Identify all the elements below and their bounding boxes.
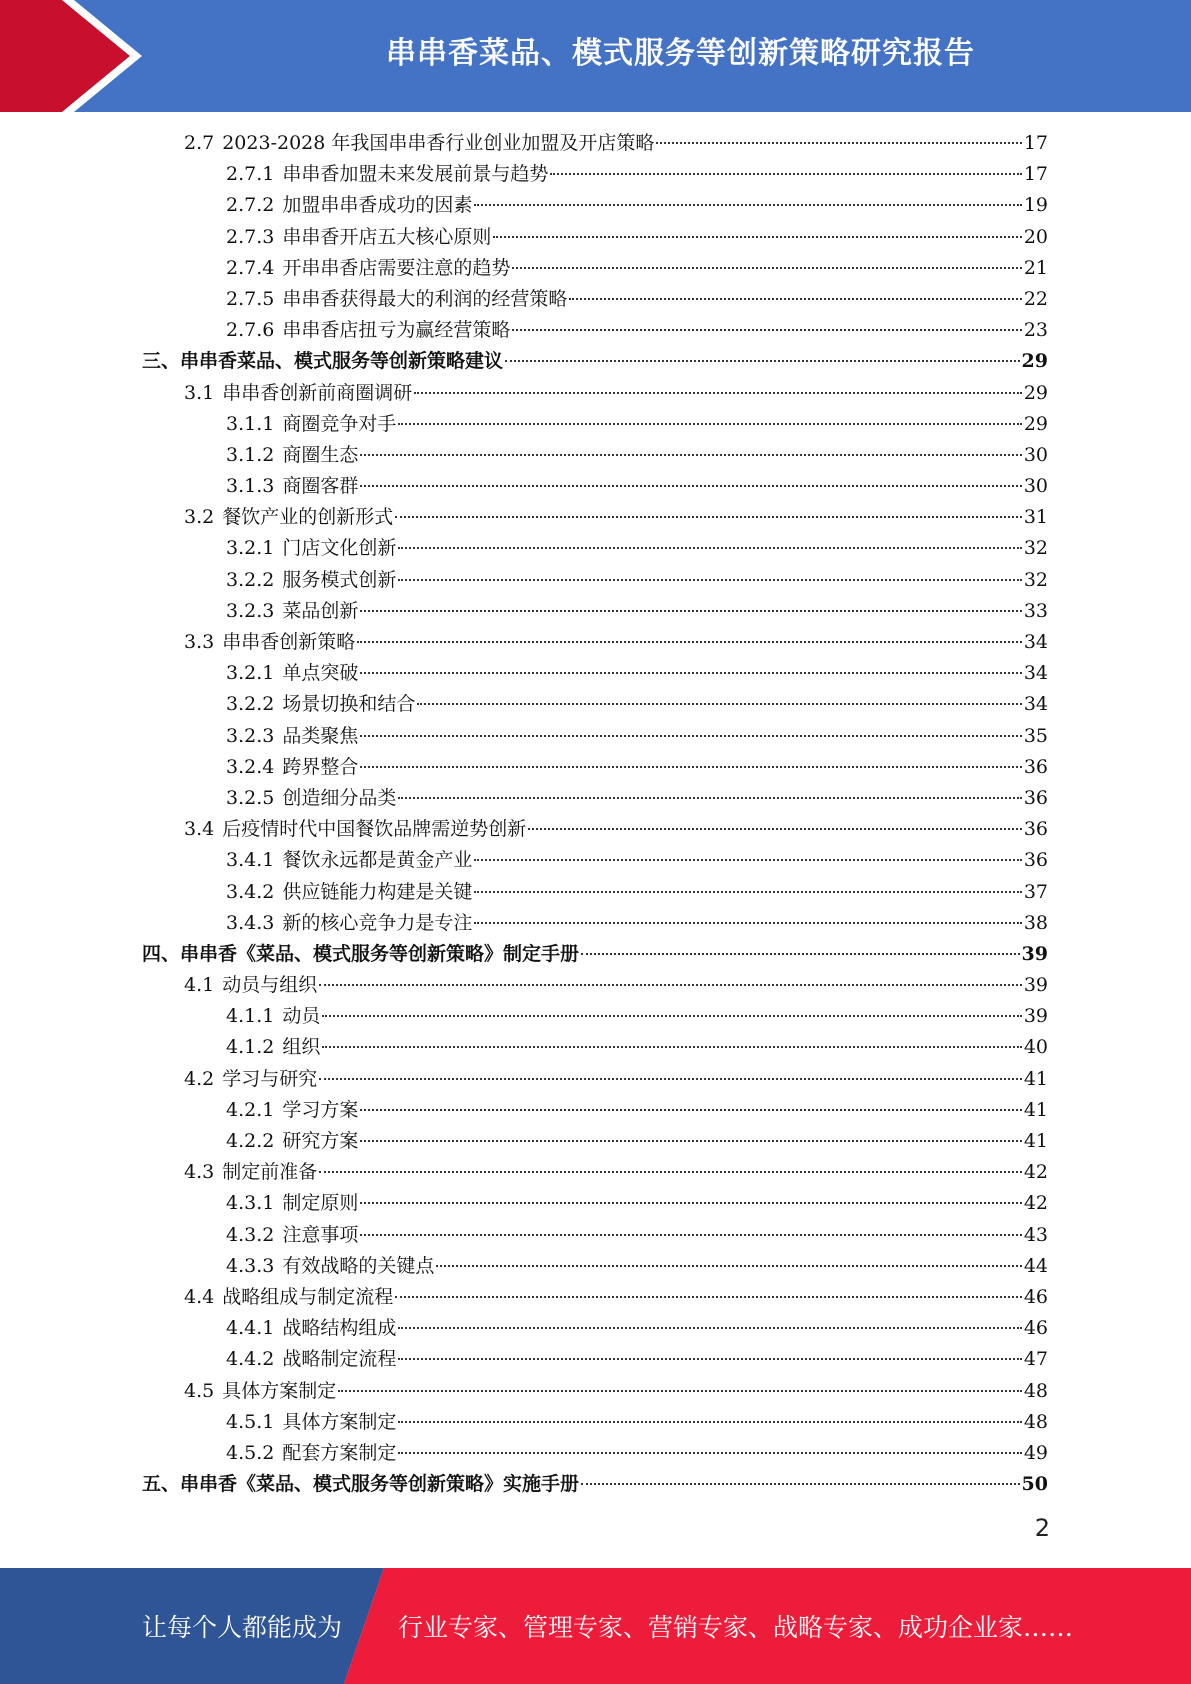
toc-entry-page: 50 bbox=[1021, 1473, 1048, 1496]
toc-entry-title: 具体方案制定 bbox=[282, 1410, 397, 1433]
toc-entry-title: 制定原则 bbox=[282, 1192, 359, 1215]
toc-dot-leader bbox=[360, 1140, 1021, 1142]
toc-entry-number: 3.2 bbox=[184, 506, 215, 529]
toc-entry-page: 42 bbox=[1023, 1192, 1048, 1215]
toc-entry-title: 串串香创新前商圈调研 bbox=[222, 381, 413, 404]
toc-entry-page: 47 bbox=[1023, 1348, 1048, 1371]
toc-entry-page: 48 bbox=[1023, 1410, 1048, 1433]
toc-entry-title: 串串香创新策略 bbox=[222, 631, 356, 653]
toc-dot-leader bbox=[474, 859, 1021, 861]
toc-dot-leader bbox=[398, 579, 1021, 581]
toc-dot-leader bbox=[319, 984, 1022, 986]
toc-entry[interactable] bbox=[142, 845, 1048, 876]
toc-dot-leader bbox=[398, 797, 1021, 799]
toc-entry[interactable] bbox=[142, 1313, 1048, 1344]
footer-slogan-right: 行业专家、管理专家、营销专家、战略专家、成功企业家…… bbox=[398, 1613, 1074, 1642]
toc-entry-title: 单点突破 bbox=[282, 662, 359, 685]
toc-entry-page: 41 bbox=[1023, 1098, 1048, 1121]
toc-dot-leader bbox=[656, 142, 1021, 144]
toc-entry-title: 商圈竞争对手 bbox=[282, 412, 397, 435]
table-of-contents bbox=[142, 128, 1048, 1500]
toc-entry[interactable] bbox=[142, 409, 1048, 440]
toc-entry-number: 2.7.3 bbox=[226, 225, 275, 248]
toc-entry[interactable] bbox=[142, 1001, 1048, 1032]
toc-entry[interactable] bbox=[142, 1188, 1048, 1219]
toc-entry-title: 品类聚焦 bbox=[282, 724, 359, 747]
toc-dot-leader bbox=[581, 953, 1020, 955]
toc-entry-number: 3.1 bbox=[184, 381, 215, 404]
toc-entry[interactable] bbox=[142, 1220, 1048, 1251]
toc-entry[interactable] bbox=[142, 970, 1048, 1001]
toc-dot-leader bbox=[360, 1234, 1021, 1236]
toc-entry-title: 餐饮产业的创新形式 bbox=[222, 506, 394, 529]
toc-entry-page: 42 bbox=[1023, 1161, 1048, 1184]
toc-entry-title: 有效战略的关键点 bbox=[282, 1254, 435, 1277]
toc-entry-title: 创造细分品类 bbox=[282, 786, 397, 809]
page-footer bbox=[0, 1568, 1191, 1684]
toc-entry-title: 战略制定流程 bbox=[282, 1348, 397, 1371]
toc-dot-leader bbox=[338, 1390, 1022, 1392]
toc-entry-number: 3.1.1 bbox=[226, 412, 275, 435]
toc-dot-leader bbox=[512, 267, 1021, 269]
header-arrow-decoration bbox=[0, 0, 150, 112]
toc-entry-title: 串串香获得最大的利润的经营策略 bbox=[282, 287, 568, 310]
toc-entry-number: 四、 bbox=[142, 942, 181, 965]
toc-entry-page: 49 bbox=[1023, 1441, 1048, 1464]
toc-entry-title: 餐饮永远都是黄金产业 bbox=[282, 849, 473, 872]
toc-entry[interactable] bbox=[142, 253, 1048, 284]
toc-dot-leader bbox=[474, 922, 1021, 924]
toc-entry-page: 36 bbox=[1023, 849, 1048, 872]
toc-dot-leader bbox=[493, 236, 1021, 238]
toc-entry-number: 3.4 bbox=[184, 818, 215, 841]
toc-entry-title: 串串香《菜品、模式服务等创新策略》制定手册 bbox=[180, 942, 580, 965]
toc-dot-leader bbox=[474, 891, 1021, 893]
toc-entry-number: 3.2.5 bbox=[226, 786, 275, 809]
toc-entry-page: 43 bbox=[1023, 1223, 1048, 1246]
toc-entry[interactable] bbox=[142, 721, 1048, 752]
toc-entry[interactable] bbox=[142, 159, 1048, 190]
toc-dot-leader bbox=[398, 547, 1021, 549]
toc-dot-leader bbox=[360, 672, 1021, 674]
toc-entry-title: 开串串香店需要注意的趋势 bbox=[282, 256, 511, 279]
toc-entry[interactable] bbox=[142, 1376, 1048, 1407]
toc-entry-page: 38 bbox=[1023, 911, 1048, 934]
toc-dot-leader bbox=[512, 329, 1021, 331]
toc-entry-number: 3.2.4 bbox=[226, 755, 275, 778]
toc-entry-page: 40 bbox=[1023, 1036, 1048, 1059]
toc-dot-leader bbox=[322, 1046, 1021, 1048]
toc-dot-leader bbox=[319, 1078, 1022, 1080]
toc-entry-page: 35 bbox=[1023, 724, 1048, 747]
toc-entry-page: 39 bbox=[1023, 974, 1048, 997]
toc-entry-title: 具体方案制定 bbox=[222, 1379, 337, 1402]
toc-entry-page: 17 bbox=[1023, 132, 1048, 154]
toc-entry[interactable] bbox=[142, 1469, 1048, 1500]
toc-entry[interactable] bbox=[142, 1157, 1048, 1188]
toc-entry-title: 服务模式创新 bbox=[282, 568, 397, 591]
toc-entry-number: 2.7.2 bbox=[226, 194, 275, 217]
toc-entry-number: 4.4.1 bbox=[226, 1317, 275, 1340]
toc-entry-number: 4.3 bbox=[184, 1161, 215, 1184]
toc-entry-number: 4.2 bbox=[184, 1067, 215, 1090]
toc-entry-number: 3.3 bbox=[184, 631, 215, 653]
toc-entry-number: 2.7.4 bbox=[226, 256, 275, 279]
toc-entry[interactable] bbox=[142, 877, 1048, 908]
toc-entry-title: 新的核心竞争力是专注 bbox=[282, 911, 473, 934]
toc-entry[interactable] bbox=[142, 440, 1048, 471]
toc-entry-number: 3.2.2 bbox=[226, 568, 275, 591]
toc-entry[interactable] bbox=[142, 471, 1048, 502]
toc-entry-page: 17 bbox=[1023, 163, 1048, 186]
toc-dot-leader bbox=[569, 298, 1021, 300]
toc-entry-page: 41 bbox=[1023, 1130, 1048, 1152]
toc-entry-title: 2023-2028 年我国串串香行业创业加盟及开店策略 bbox=[222, 132, 655, 154]
toc-entry-number: 3.1.3 bbox=[226, 475, 275, 498]
toc-entry-number: 五、 bbox=[142, 1473, 181, 1496]
toc-entry[interactable] bbox=[142, 783, 1048, 814]
toc-dot-leader bbox=[360, 454, 1021, 456]
toc-dot-leader bbox=[322, 1015, 1021, 1017]
toc-dot-leader bbox=[398, 1327, 1021, 1329]
toc-entry-title: 场景切换和结合 bbox=[282, 693, 416, 716]
toc-entry[interactable] bbox=[142, 1438, 1048, 1469]
toc-entry-number: 4.3.3 bbox=[226, 1254, 275, 1277]
toc-dot-leader bbox=[417, 703, 1021, 705]
toc-entry[interactable] bbox=[142, 128, 1048, 159]
toc-entry[interactable] bbox=[142, 908, 1048, 939]
toc-entry-number: 3.2.3 bbox=[226, 599, 275, 622]
toc-entry-title: 制定前准备 bbox=[222, 1161, 318, 1184]
document-title: 串串香菜品、模式服务等创新策略研究报告 bbox=[386, 36, 975, 71]
toc-dot-leader bbox=[436, 1265, 1021, 1267]
toc-entry-page: 30 bbox=[1023, 443, 1048, 466]
toc-entry-title: 学习方案 bbox=[282, 1098, 359, 1121]
toc-dot-leader bbox=[581, 1483, 1020, 1485]
toc-entry-page: 36 bbox=[1023, 786, 1048, 809]
toc-entry-number: 4.5.2 bbox=[226, 1441, 275, 1464]
toc-dot-leader bbox=[528, 828, 1022, 830]
toc-entry[interactable] bbox=[142, 315, 1048, 346]
toc-entry-number: 4.1.2 bbox=[226, 1036, 275, 1059]
toc-entry-number: 2.7.5 bbox=[226, 287, 275, 310]
toc-entry-page: 44 bbox=[1023, 1254, 1048, 1277]
toc-entry[interactable] bbox=[142, 627, 1048, 658]
toc-entry[interactable] bbox=[142, 689, 1048, 720]
toc-entry-page: 21 bbox=[1023, 256, 1048, 279]
toc-entry[interactable] bbox=[142, 939, 1048, 970]
toc-entry-page: 19 bbox=[1023, 194, 1048, 217]
toc-dot-leader bbox=[395, 1296, 1022, 1298]
toc-entry-page: 34 bbox=[1023, 693, 1048, 716]
toc-entry-page: 34 bbox=[1023, 662, 1048, 685]
toc-entry-title: 商圈生态 bbox=[282, 443, 359, 466]
toc-dot-leader bbox=[505, 360, 1020, 362]
toc-entry[interactable] bbox=[142, 533, 1048, 564]
toc-entry-title: 串串香加盟未来发展前景与趋势 bbox=[282, 163, 549, 186]
toc-entry-title: 研究方案 bbox=[282, 1130, 359, 1152]
toc-entry-page: 20 bbox=[1023, 225, 1048, 248]
toc-dot-leader bbox=[474, 204, 1021, 206]
toc-entry[interactable] bbox=[142, 346, 1048, 377]
footer-slogan-left: 让每个人都能成为 bbox=[142, 1613, 343, 1642]
toc-entry[interactable] bbox=[142, 814, 1048, 845]
toc-entry-number: 2.7 bbox=[184, 132, 215, 154]
toc-dot-leader bbox=[398, 1358, 1021, 1360]
toc-entry-number: 4.4 bbox=[184, 1285, 215, 1308]
toc-entry-title: 菜品创新 bbox=[282, 599, 359, 622]
toc-entry-number: 3.4.3 bbox=[226, 911, 275, 934]
toc-entry-title: 加盟串串香成功的因素 bbox=[282, 194, 473, 217]
toc-entry-number: 4.3.1 bbox=[226, 1192, 275, 1215]
toc-entry-page: 37 bbox=[1023, 880, 1048, 903]
toc-entry[interactable] bbox=[142, 1095, 1048, 1126]
toc-entry-title: 战略组成与制定流程 bbox=[222, 1285, 394, 1308]
toc-entry-number: 2.7.6 bbox=[226, 319, 275, 342]
toc-entry[interactable] bbox=[142, 596, 1048, 627]
toc-entry-title: 串串香菜品、模式服务等创新策略建议 bbox=[180, 350, 504, 373]
toc-entry-number: 4.1.1 bbox=[226, 1005, 275, 1028]
toc-dot-leader bbox=[360, 735, 1021, 737]
toc-entry-number: 4.2.1 bbox=[226, 1098, 275, 1121]
page-header bbox=[0, 0, 1191, 112]
toc-entry-number: 3.2.3 bbox=[226, 724, 275, 747]
toc-entry-number: 4.2.2 bbox=[226, 1130, 275, 1152]
toc-entry-title: 战略结构组成 bbox=[282, 1317, 397, 1340]
toc-entry[interactable] bbox=[142, 284, 1048, 315]
toc-dot-leader bbox=[395, 516, 1022, 518]
toc-entry-number: 3.1.2 bbox=[226, 443, 275, 466]
toc-entry-page: 46 bbox=[1023, 1317, 1048, 1340]
toc-entry-title: 动员 bbox=[282, 1005, 321, 1028]
toc-entry[interactable] bbox=[142, 1032, 1048, 1063]
toc-entry-page: 41 bbox=[1023, 1067, 1048, 1090]
toc-entry[interactable] bbox=[142, 658, 1048, 689]
toc-entry-number: 2.7.1 bbox=[226, 163, 275, 186]
toc-entry-page: 32 bbox=[1023, 537, 1048, 560]
toc-entry-title: 后疫情时代中国餐饮品牌需逆势创新 bbox=[222, 818, 527, 841]
toc-entry[interactable] bbox=[142, 1251, 1048, 1282]
toc-entry-page: 29 bbox=[1021, 350, 1048, 373]
toc-dot-leader bbox=[357, 641, 1022, 643]
toc-dot-leader bbox=[414, 392, 1022, 394]
toc-entry-title: 串串香开店五大核心原则 bbox=[282, 225, 492, 248]
toc-entry[interactable] bbox=[142, 1407, 1048, 1438]
toc-entry-title: 跨界整合 bbox=[282, 755, 359, 778]
toc-entry-number: 4.4.2 bbox=[226, 1348, 275, 1371]
toc-entry-number: 4.3.2 bbox=[226, 1223, 275, 1246]
toc-dot-leader bbox=[360, 1109, 1021, 1111]
page-number: 2 bbox=[1034, 1514, 1050, 1542]
toc-entry-number: 4.5.1 bbox=[226, 1410, 275, 1433]
toc-entry[interactable] bbox=[142, 1282, 1048, 1313]
toc-entry[interactable] bbox=[142, 565, 1048, 596]
toc-entry[interactable] bbox=[142, 752, 1048, 783]
toc-entry-page: 39 bbox=[1023, 1005, 1048, 1028]
toc-dot-leader bbox=[398, 423, 1021, 425]
toc-entry-page: 46 bbox=[1023, 1285, 1048, 1308]
toc-entry[interactable] bbox=[142, 1064, 1048, 1095]
toc-entry-number: 4.5 bbox=[184, 1379, 215, 1402]
toc-entry[interactable] bbox=[142, 190, 1048, 221]
toc-entry-page: 33 bbox=[1023, 599, 1048, 622]
toc-dot-leader bbox=[319, 1171, 1022, 1173]
toc-entry-title: 门店文化创新 bbox=[282, 537, 397, 560]
toc-entry-title: 学习与研究 bbox=[222, 1067, 318, 1090]
toc-entry-title: 动员与组织 bbox=[222, 974, 318, 997]
toc-entry-page: 48 bbox=[1023, 1379, 1048, 1402]
toc-entry-page: 32 bbox=[1023, 568, 1048, 591]
toc-entry-number: 三、 bbox=[142, 350, 181, 373]
toc-entry-number: 4.1 bbox=[184, 974, 215, 997]
toc-entry-page: 29 bbox=[1023, 412, 1048, 435]
toc-entry-number: 3.2.1 bbox=[226, 537, 275, 560]
toc-entry-title: 注意事项 bbox=[282, 1223, 359, 1246]
toc-entry-page: 34 bbox=[1023, 631, 1048, 653]
toc-entry-title: 组织 bbox=[282, 1036, 321, 1059]
toc-entry[interactable] bbox=[142, 1126, 1048, 1157]
toc-entry-page: 23 bbox=[1023, 319, 1048, 342]
toc-entry-number: 3.4.1 bbox=[226, 849, 275, 872]
toc-entry-page: 31 bbox=[1023, 506, 1048, 529]
toc-entry-title: 配套方案制定 bbox=[282, 1441, 397, 1464]
toc-entry-title: 串串香《菜品、模式服务等创新策略》实施手册 bbox=[180, 1473, 580, 1496]
toc-entry-number: 3.2.2 bbox=[226, 693, 275, 716]
toc-entry-page: 36 bbox=[1023, 755, 1048, 778]
toc-entry-number: 3.4.2 bbox=[226, 880, 275, 903]
toc-dot-leader bbox=[550, 173, 1021, 175]
toc-dot-leader bbox=[360, 1202, 1021, 1204]
toc-entry-number: 3.2.1 bbox=[226, 662, 275, 685]
toc-entry-page: 39 bbox=[1021, 942, 1048, 965]
toc-dot-leader bbox=[360, 766, 1021, 768]
toc-dot-leader bbox=[360, 610, 1021, 612]
toc-dot-leader bbox=[360, 485, 1021, 487]
toc-entry-title: 供应链能力构建是关键 bbox=[282, 880, 473, 903]
toc-entry[interactable] bbox=[142, 222, 1048, 253]
toc-entry-title: 串串香店扭亏为赢经营策略 bbox=[282, 319, 511, 342]
toc-entry-page: 36 bbox=[1023, 818, 1048, 841]
toc-dot-leader bbox=[398, 1421, 1021, 1423]
toc-entry[interactable] bbox=[142, 502, 1048, 533]
toc-entry-page: 30 bbox=[1023, 475, 1048, 498]
toc-entry-title: 商圈客群 bbox=[282, 475, 359, 498]
toc-dot-leader bbox=[398, 1452, 1021, 1454]
toc-entry-page: 29 bbox=[1023, 381, 1048, 404]
toc-entry-page: 22 bbox=[1023, 287, 1048, 310]
toc-entry[interactable] bbox=[142, 378, 1048, 409]
toc-entry[interactable] bbox=[142, 1344, 1048, 1375]
